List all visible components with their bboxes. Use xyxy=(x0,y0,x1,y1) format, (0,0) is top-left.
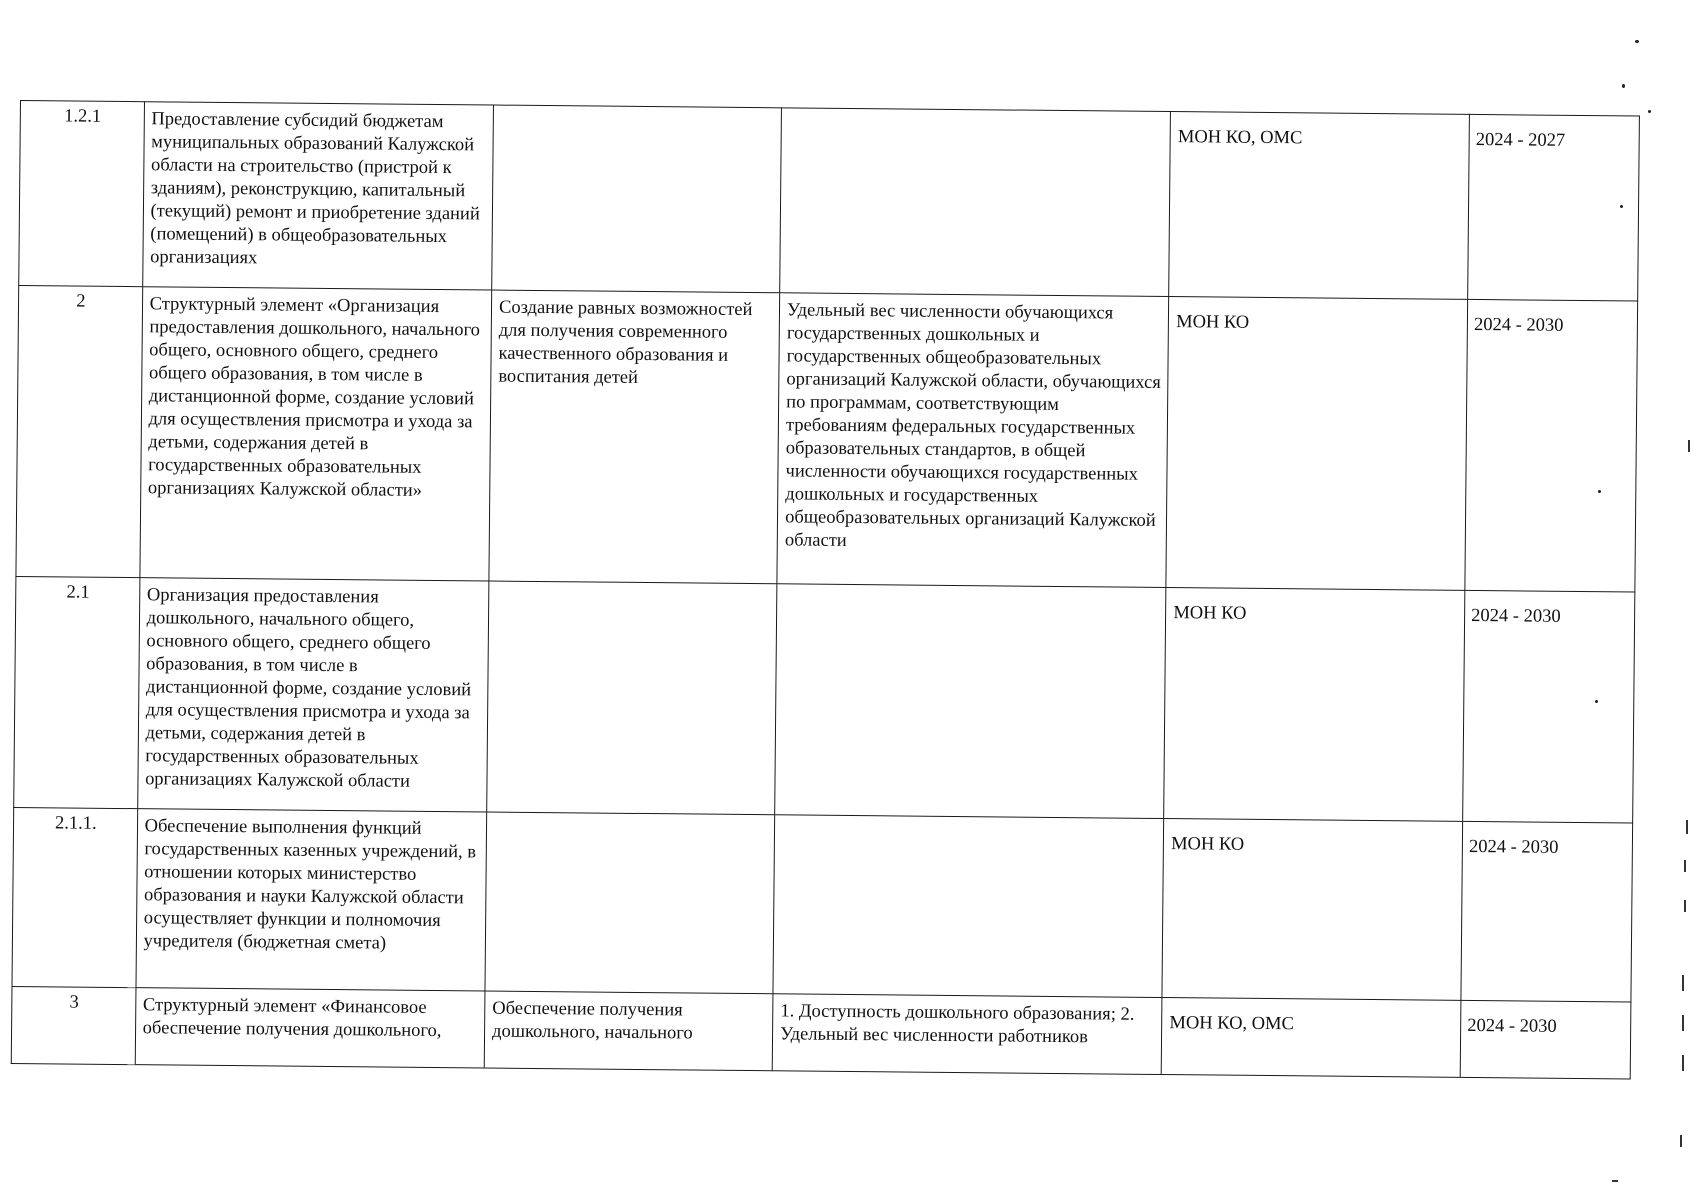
scan-speck xyxy=(1635,40,1639,43)
indicator-text: 1. Доступность дошкольного образования; 2. Удельный вес численности работников xyxy=(780,1001,1135,1048)
structural-element-cell xyxy=(142,102,493,290)
period-cell: 2024 - 2030 xyxy=(1465,299,1638,592)
task-text: Обеспечение получения дошкольного, начального xyxy=(491,998,693,1044)
scan-speck xyxy=(1620,205,1623,208)
scan-line-mark xyxy=(1686,820,1688,834)
table-row xyxy=(16,285,1638,592)
period-cell: 2024 - 2027 xyxy=(1468,114,1640,301)
scan-line-mark xyxy=(1684,860,1686,872)
program-table xyxy=(11,100,1640,1080)
structural-element-cell xyxy=(136,809,487,991)
responsible-cell: МОН КО xyxy=(1162,819,1463,1001)
table-row xyxy=(11,986,1631,1079)
scan-line-mark xyxy=(1688,440,1690,452)
scan-speck xyxy=(1648,110,1651,113)
task-cell xyxy=(492,105,782,293)
table-row xyxy=(12,807,1633,1002)
row-number: 2 xyxy=(16,285,142,577)
structural-element-cell xyxy=(135,988,485,1068)
row-number: 1.2.1 xyxy=(19,101,144,287)
task-cell xyxy=(484,991,773,1071)
structural-element-text: Предоставление субсидий бюджетам муниципальных образований Калужской области на строительство (пристрой к зданиям), реконструкцию, капитальный (текущий) ремонт и приобретение зданий (помещений) в общеобразовательных организациях xyxy=(150,109,480,269)
indicator-cell xyxy=(772,994,1162,1075)
scan-speck xyxy=(1598,490,1601,493)
structural-element-text: Структурный элемент «Финансовое обеспечение получения дошкольного, xyxy=(142,995,442,1042)
scan-line-mark xyxy=(1682,1055,1684,1071)
task-cell xyxy=(487,581,777,815)
scan-line-mark xyxy=(1680,1135,1682,1147)
responsible-cell: МОН КО xyxy=(1164,588,1465,822)
scan-line-mark xyxy=(1682,975,1684,991)
indicator-cell xyxy=(773,815,1164,998)
task-text xyxy=(501,112,775,115)
scan-line-mark xyxy=(1612,1180,1618,1182)
period-cell: 2024 - 2030 xyxy=(1461,821,1633,1002)
indicator-cell xyxy=(777,293,1169,588)
indicator-cell xyxy=(780,108,1171,297)
indicator-text xyxy=(784,590,1159,594)
task-text: Создание равных возможностей для получения современного качественного образования и воспитания детей xyxy=(498,297,753,388)
period-cell: 2024 - 2030 xyxy=(1460,1000,1631,1079)
table-row xyxy=(19,101,1640,302)
structural-element-text: Организация предоставления дошкольного, начального общего, основного общего, среднего общего образования, в том числе в дистанционной форме, создание условий для осуществления присмотра и ухода за детьми, содержания детей в государственных образовательных организациях Калужской области xyxy=(145,585,472,792)
scan-line-mark xyxy=(1682,1015,1684,1031)
scan-speck xyxy=(1622,84,1625,88)
indicator-cell xyxy=(775,584,1166,819)
row-number: 3 xyxy=(11,986,135,1064)
row-number: 2.1.1. xyxy=(12,807,137,987)
task-text xyxy=(494,819,768,822)
task-text xyxy=(496,588,770,591)
responsible-cell: МОН КО, ОМС xyxy=(1169,112,1470,300)
task-cell xyxy=(489,290,780,584)
table-row xyxy=(14,576,1635,823)
indicator-text: Удельный вес численности обучающихся государственных дошкольных и государственных общеобразовательных организаций Калужской области, обучающихся по программам, соответствующим требованиям федеральных государственных образовательных стандартов, в общей численности обучающихся государственных дошкольных и государственных общеобразовательных организаций Калужской области xyxy=(784,300,1161,551)
responsible-cell: МОН КО xyxy=(1166,297,1468,591)
structural-element-text: Обеспечение выполнения функций государственных казенных учреждений, в отношении которых министерство образования и науки Калужской области осуществляет функции и полномочия учредителя (бюджетная смета) xyxy=(143,816,477,954)
structural-element-cell xyxy=(140,287,492,581)
scan-line-mark xyxy=(1684,900,1686,912)
task-cell xyxy=(485,812,775,994)
indicator-text xyxy=(789,114,1164,118)
responsible-cell: МОН КО, ОМС xyxy=(1161,998,1461,1078)
indicator-text xyxy=(782,821,1157,825)
structural-element-text: Структурный элемент «Организация предоставления дошкольного, начального общего, основного общего, среднего общего образования, в том числе в дистанционной форме, создание условий для осуществления присмотра и ухода за детьми, содержания детей в государственных образовательных организациях Калужской области» xyxy=(147,294,481,501)
row-number: 2.1 xyxy=(14,576,140,808)
structural-element-cell xyxy=(137,578,489,812)
scan-speck xyxy=(1595,700,1598,703)
period-cell: 2024 - 2030 xyxy=(1463,590,1635,823)
